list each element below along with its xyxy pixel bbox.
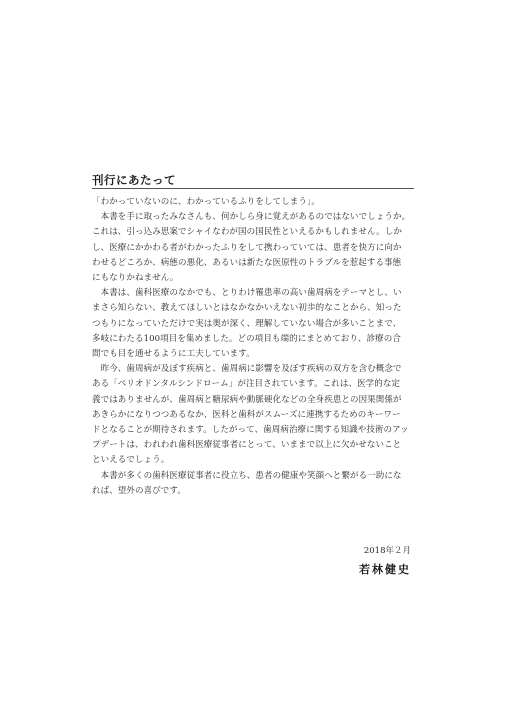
text-line: といえるでしょう。	[92, 455, 170, 466]
body-text	[92, 195, 418, 499]
text-line: わせるどころか、病態の悪化、あるいは新たな医原性のトラブルを惹起する事態	[92, 257, 402, 268]
text-line: あきらかになりつつあるなか、医科と歯科がスムーズに連携するためのキーワー	[92, 409, 401, 420]
text-line: プデートは、われわれ歯科医療従事者にとって、いままで以上に欠かせないこと	[92, 440, 402, 451]
page-heading: 刊行にあたって	[92, 173, 176, 187]
text-line: 多岐にわたる100項目を集めました。どの項目も端的にまとめており、診療の合	[92, 333, 401, 344]
publication-date: 2018年２月	[363, 546, 411, 556]
text-line: つもりになっていただけで実は奥が深く、理解していない場合が多いことまで、	[92, 318, 402, 329]
text-line: まさら知らない、教えてほしいとはなかなかいえない初歩的なことから、知った	[92, 303, 402, 314]
text-line: 本書が多くの歯科医療従事者に役立ち、患者の健康や笑顔へと繋がる一助にな	[92, 470, 402, 481]
paragraph-opening-quote	[92, 195, 418, 210]
text-line: これは、引っ込み思案でシャイなわが国の国民性といえるかもしれません。しか	[92, 227, 402, 238]
text-line: 「わかっていないのに、わかっているふりをしてしまう」。	[92, 197, 320, 207]
text-line: れば、望外の喜びです。	[92, 485, 186, 496]
text-line: ある「ペリオドンタルシンドローム」が注目されています。これは、医学的な定	[92, 379, 401, 390]
text-line: し、医療にかかわる者がわかったふりをして携わっていては、患者を快方に向か	[92, 242, 402, 253]
heading-rule	[92, 188, 414, 189]
paragraph-closing	[92, 469, 418, 499]
text-line: 昨今、歯周病が及ぼす疾病と、歯周病に影響を及ぼす疾病の双方を含む概念で	[92, 364, 402, 375]
paragraph-book-purpose	[92, 286, 418, 362]
paragraph-introduction	[92, 210, 418, 286]
text-line: ドとなることが期待されます。したがって、歯周病治療に関する知識や技術のアッ	[92, 425, 409, 436]
text-line: 本書を手に取ったみなさんも、何かしら身に覚えがあるのではないでしょうか。	[92, 212, 411, 223]
text-line: 義ではありませんが、歯周病と糖尿病や動脈硬化などの全身疾患との因果関係が	[92, 394, 402, 405]
text-line: 間でも目を通せるように工夫しています。	[92, 349, 255, 360]
text-line: にもなりかねません。	[92, 273, 179, 284]
author-signature: 若林健史	[359, 563, 411, 576]
text-line: 本書は、歯科医療のなかでも、とりわけ罹患率の高い歯周病をテーマとし、い	[92, 288, 402, 299]
paragraph-periodontal-syndrome	[92, 362, 418, 468]
